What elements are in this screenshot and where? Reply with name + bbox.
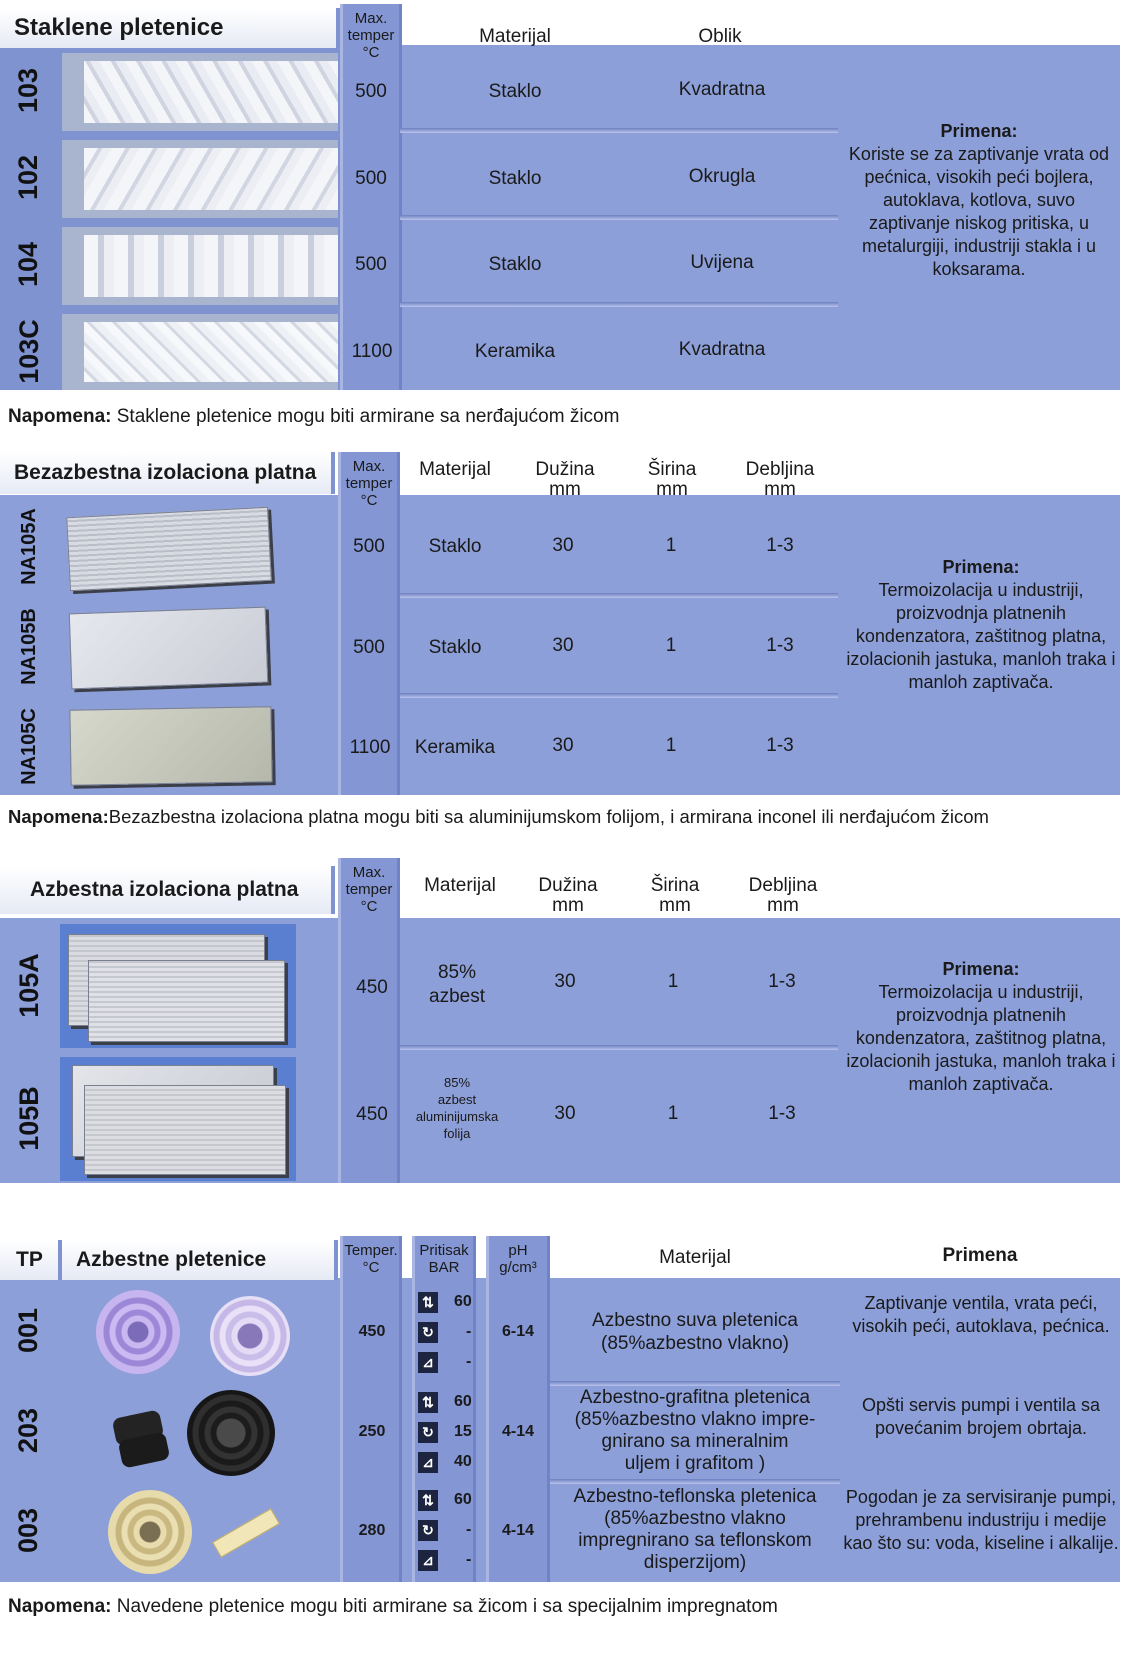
materijal-value: Staklo — [428, 637, 482, 658]
temp-header: Temper. °C — [344, 1242, 398, 1276]
temp-value: 450 — [358, 1323, 386, 1340]
ph-value: 6-14 — [501, 1323, 535, 1340]
primena-header: Primena — [942, 1245, 1018, 1266]
piston-icon: ⇅ — [418, 1490, 438, 1511]
debljina-value: 1-3 — [768, 971, 796, 992]
napomena-note: Napomena: Navedene pletenice mogu biti armirane sa žicom i sa specijalnim impregnatom — [8, 1596, 778, 1617]
primena-text: Termoizolacija u industriji, proizvodnja platnenih kondenzatora, zaštitnog platna, izolacionih jastuka, manloh traka i manloh zaptivača. — [846, 982, 1116, 1094]
temp-value: 1100 — [349, 737, 391, 758]
primena-block — [842, 958, 1120, 1096]
product-code: 003 — [13, 1507, 44, 1553]
section-title: Staklene pletenice — [0, 8, 340, 48]
materijal-value: Azbestno suva pletenica (85%azbestno vlakno) — [592, 1310, 798, 1354]
duzina-value: 30 — [552, 635, 574, 656]
debljina-value: 1-3 — [768, 1103, 796, 1124]
pritisak-header: Pritisak BAR — [419, 1242, 469, 1276]
section-title: Azbestna izolaciona platna — [0, 866, 335, 914]
rotating-shaft-icon: ↻ — [418, 1322, 438, 1343]
temp-value: 450 — [356, 1104, 388, 1125]
materijal-value: Keramika — [414, 737, 496, 758]
pritisak-value: - — [466, 1353, 472, 1370]
materijal-value: Azbestno-grafitna pletenica (85%azbestno vlakno impre- gnirano sa mineralnim uljem i grafitom ) — [574, 1387, 816, 1474]
oblik-header: Oblik — [698, 26, 742, 47]
duzina-value: 30 — [554, 971, 576, 992]
debljina-value: 1-3 — [766, 635, 794, 656]
temp-value: 280 — [358, 1522, 386, 1539]
pritisak-value: 60 — [454, 1491, 472, 1508]
valve-icon: ⊿ — [418, 1550, 438, 1571]
primena-text: Opšti servis pumpi i ventila sa povećanim brojem obrtaja. — [861, 1395, 1101, 1438]
sirina-value: 1 — [667, 971, 679, 992]
pritisak-value: 15 — [454, 1423, 472, 1440]
duzina-header: Dužina mm — [535, 459, 595, 500]
piston-icon: ⇅ — [418, 1392, 438, 1413]
piston-icon: ⇅ — [418, 1292, 438, 1313]
pritisak-value: - — [466, 1323, 472, 1340]
ph-value: 4-14 — [501, 1522, 535, 1539]
materijal-value: Azbestno-teflonska pletenica (85%azbestno vlakno impregnirano sa teflonskom disperzijom) — [573, 1486, 817, 1573]
materijal-header: Materijal — [479, 26, 551, 47]
materijal-value: 85% azbest aluminijumska folija — [415, 1075, 499, 1141]
temp-header: Max. temper °C — [345, 864, 393, 915]
duzina-value: 30 — [552, 735, 574, 756]
product-code: 001 — [13, 1307, 44, 1353]
product-photo — [58, 500, 336, 594]
materijal-value: Keramika — [474, 341, 556, 362]
rotating-shaft-icon: ↻ — [418, 1422, 438, 1443]
pritisak-value: 40 — [454, 1453, 472, 1470]
primena-text: Termoizolacija u industriji, proizvodnja platnenih kondenzatora, zaštitnog platna, izolacionih jastuka, manloh traka i manloh zaptivača. — [846, 580, 1116, 692]
temp-value: 500 — [355, 254, 387, 275]
materijal-value: Staklo — [488, 168, 542, 189]
temp-value: 1100 — [351, 341, 393, 362]
materijal-value: Staklo — [428, 536, 482, 557]
sirina-value: 1 — [665, 735, 677, 756]
product-photo — [60, 924, 296, 1048]
duzina-value: 30 — [552, 535, 574, 556]
temp-header: Max. temper °C — [345, 458, 393, 509]
temp-value: 500 — [355, 81, 387, 102]
sirina-value: 1 — [665, 635, 677, 656]
product-code: 203 — [13, 1407, 44, 1453]
section-title: Bezazbestna izolaciona platna — [0, 452, 335, 494]
product-photo — [58, 700, 336, 794]
product-code: 105A — [13, 952, 44, 1018]
product-code: NA105C — [17, 707, 40, 785]
primena-text: Zaptivanje ventila, vrata peći, visokih peći, autoklava, pećnica. — [852, 1293, 1110, 1336]
rotating-shaft-icon: ↻ — [418, 1520, 438, 1541]
oblik-value: Uvijena — [690, 252, 754, 273]
product-photo — [60, 1057, 296, 1181]
product-photo — [58, 600, 336, 694]
valve-icon: ⊿ — [418, 1452, 438, 1473]
product-code: 104 — [13, 241, 44, 287]
section-title: Azbestne pletenice — [62, 1240, 338, 1280]
sirina-header: Širina mm — [650, 875, 700, 916]
oblik-value: Kvadratna — [678, 339, 766, 360]
product-photo — [62, 1484, 338, 1578]
temp-header: Max. temper °C — [347, 10, 395, 61]
product-photo — [62, 227, 338, 305]
pritisak-value: - — [466, 1551, 472, 1568]
product-photo — [62, 314, 338, 390]
product-code: 105B — [13, 1085, 44, 1151]
ph-value: 4-14 — [501, 1423, 535, 1440]
duzina-value: 30 — [554, 1103, 576, 1124]
materijal-value: Staklo — [488, 254, 542, 275]
primena-text: Koriste se za zaptivanje vrata od pećnica, visokih peći bojlera, autoklava, kotlova, suvo zaptivanje niskog pritiska, u metalurgiji, industriji stakla i u koksarama. — [848, 144, 1110, 279]
duzina-header: Dužina mm — [538, 875, 598, 916]
product-photo — [62, 140, 338, 218]
debljina-header: Debljina mm — [745, 459, 815, 500]
temp-value: 500 — [355, 168, 387, 189]
primena-text: Pogodan je za servisiranje pumpi, prehrambenu industriju i medije kao što su: voda, kiseline i alkalije. — [843, 1487, 1119, 1553]
product-photo — [62, 1384, 338, 1478]
napomena-note: Napomena: Staklene pletenice mogu biti armirane sa nerđajućom žicom — [8, 406, 620, 427]
tp-label: TP — [0, 1240, 62, 1280]
debljina-value: 1-3 — [766, 535, 794, 556]
sirina-header: Širina mm — [647, 459, 697, 500]
temp-value: 250 — [358, 1423, 386, 1440]
materijal-value: 85% azbest — [429, 962, 485, 1007]
materijal-value: Staklo — [488, 81, 542, 102]
valve-icon: ⊿ — [418, 1352, 438, 1373]
temp-value: 500 — [353, 637, 385, 658]
sirina-value: 1 — [667, 1103, 679, 1124]
product-code: 102 — [13, 154, 44, 200]
oblik-value: Kvadratna — [678, 79, 766, 100]
napomena-note: Napomena:Bezazbestna izolaciona platna mogu biti sa aluminijumskom folijom, i armirana inconel ili nerđajućom žicom — [8, 806, 989, 827]
product-code: 103 — [13, 67, 44, 113]
product-code: NA105B — [17, 607, 40, 685]
product-code: NA105A — [17, 507, 40, 585]
debljina-header: Debljina mm — [748, 875, 818, 916]
pritisak-value: 60 — [454, 1293, 472, 1310]
product-photo — [62, 1284, 338, 1378]
materijal-header: Materijal — [659, 1247, 731, 1268]
product-code: 103C — [13, 318, 44, 384]
temp-value: 450 — [356, 977, 388, 998]
primena-block — [842, 556, 1120, 694]
oblik-value: Okrugla — [688, 166, 756, 187]
primena-title: Primena: — [940, 121, 1018, 141]
materijal-header: Materijal — [424, 875, 496, 896]
primena-title: Primena: — [942, 557, 1020, 577]
materijal-header: Materijal — [419, 459, 491, 480]
pritisak-value: 60 — [454, 1393, 472, 1410]
sirina-value: 1 — [665, 535, 677, 556]
product-photo — [62, 53, 338, 131]
pritisak-value: - — [466, 1521, 472, 1538]
ph-header: pH g/cm³ — [499, 1242, 537, 1276]
primena-title: Primena: — [942, 959, 1020, 979]
temp-value: 500 — [353, 536, 385, 557]
debljina-value: 1-3 — [766, 735, 794, 756]
primena-block — [840, 120, 1118, 281]
